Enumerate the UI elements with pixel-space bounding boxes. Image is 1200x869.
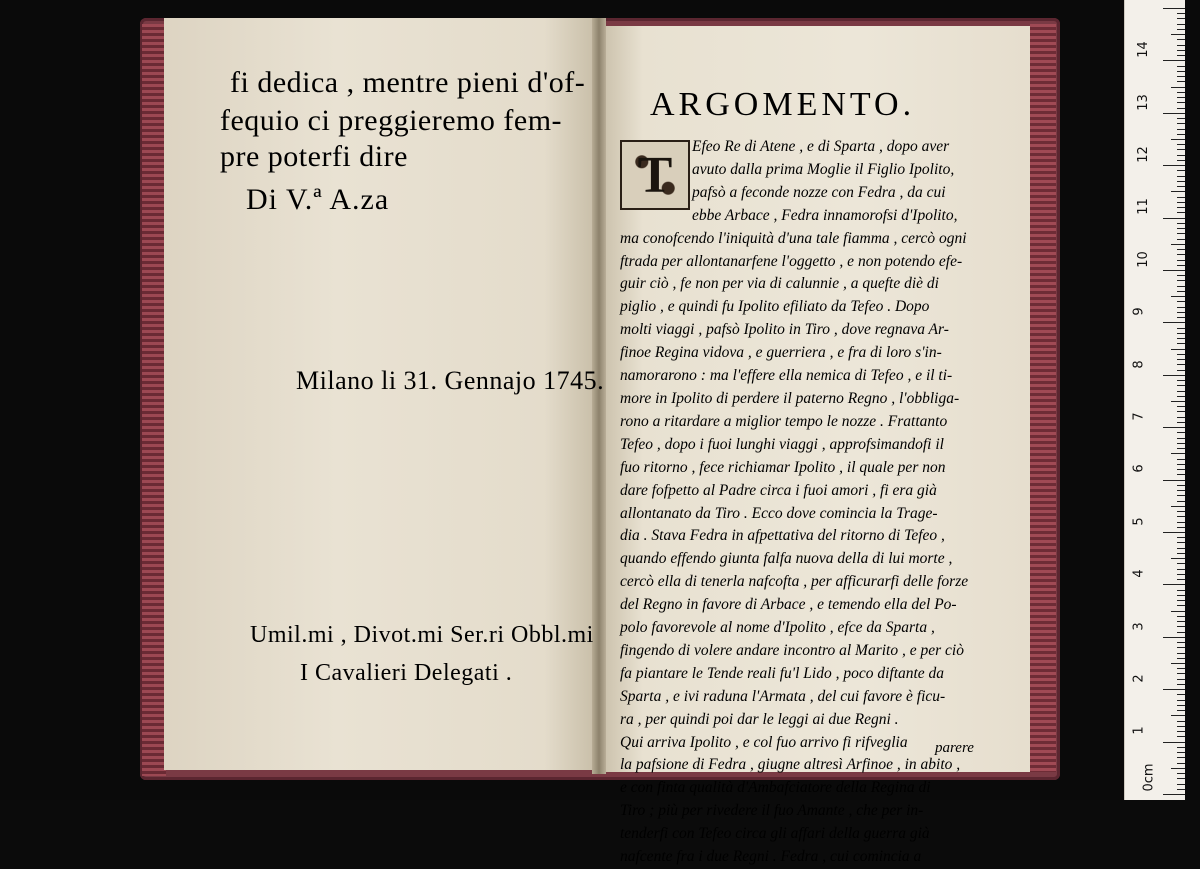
body-line: tenderfi con Tefeo circa gli affari della guerra già [620,825,930,843]
ruler-tick [1163,584,1185,585]
ruler-number: 10 [1135,251,1151,268]
ruler-tick [1177,438,1185,439]
ruler-tick [1177,354,1185,355]
ruler-tick [1177,417,1185,418]
ruler-tick [1177,102,1185,103]
ruler-tick [1171,558,1185,559]
ruler-tick [1177,186,1185,187]
ruler-tick [1177,160,1185,161]
ruler-tick [1177,71,1185,72]
ruler-tick [1177,380,1185,381]
ruler-tick [1177,45,1185,46]
ruler-tick [1177,202,1185,203]
body-line: avuto dalla prima Moglie il Figlio Ipolito, [692,160,955,178]
body-line: pafsò a feconde nozze con Fedra , da cui [692,183,946,201]
ruler-tick [1177,789,1185,790]
ruler-tick [1163,742,1185,743]
ruler-tick [1177,548,1185,549]
ruler-tick [1177,76,1185,77]
ruler-tick [1171,611,1185,612]
ruler-tick [1177,605,1185,606]
ruler-tick [1163,218,1185,219]
ruler-tick [1177,301,1185,302]
body-line: dia . Stava Fedra in afpettativa del ritorno di Tefeo , [620,527,945,545]
ruler-number: 11 [1135,198,1151,216]
ruler-number: 12 [1135,146,1151,163]
ruler-tick [1177,710,1185,711]
body-line: finoe Regina vidova , e guerriera , e fra di loro s'in- [620,344,942,362]
body-line: polo favorevole al nome d'Ipolito , efce da Sparta , [620,619,935,637]
ruler-tick [1177,511,1185,512]
ruler-tick [1177,129,1185,130]
argument-body [620,136,1008,869]
ruler-number: 7 [1131,412,1147,421]
ruler-tick [1177,432,1185,433]
left-line-1: fi dedica , mentre pieni d'of- [230,66,586,99]
ruler-number: 2 [1131,674,1147,683]
ruler-tick [1177,448,1185,449]
ruler-tick [1177,522,1185,523]
ruler-tick [1177,621,1185,622]
body-line: Efeo Re di Atene , e di Sparta , dopo aver [692,138,950,155]
body-line: fuo ritorno , fece richiamar Ipolito , il quale per non [620,458,946,476]
ruler-tick [1177,39,1185,40]
ruler-tick [1163,794,1185,795]
ruler-tick [1163,322,1185,323]
ruler-tick [1177,490,1185,491]
ruler-number: 9 [1131,307,1147,316]
ruler-tick [1177,443,1185,444]
ruler-tick [1163,113,1185,114]
body-line: ftrada per allontanarfene l'oggetto , e non potendo efe- [620,252,963,270]
ruler-tick [1177,679,1185,680]
ruler-tick [1177,170,1185,171]
ruler-tick [1177,705,1185,706]
ruler-tick [1177,328,1185,329]
body-line: la pafsione di Fedra , giugne altresì Arfinoe , in abito , [620,756,961,774]
ruler-tick [1163,689,1185,690]
dedication-date: Milano li 31. Gennajo 1745. [296,366,605,395]
ruler-tick [1177,595,1185,596]
ruler-tick [1177,55,1185,56]
catchword: parere [935,740,974,756]
ruler-tick [1177,149,1185,150]
ruler-tick [1163,480,1185,481]
ruler-tick [1177,474,1185,475]
ruler-tick [1177,673,1185,674]
ruler-tick [1177,307,1185,308]
ruler-tick [1177,197,1185,198]
body-line: Tefeo , dopo i fuoi lunghi viaggi , approfsimandofi il [620,435,944,453]
ruler-tick [1171,715,1185,716]
ruler-tick [1163,165,1185,166]
body-line: ebbe Arbace , Fedra innamorofsi d'Ipolito, [692,206,958,224]
body-line: e con finta qualità d'Ambafciatore della Regina di [620,779,931,797]
ruler-tick [1177,364,1185,365]
ruler-tick [1177,642,1185,643]
ruler-tick [1177,778,1185,779]
ruler-tick [1177,495,1185,496]
ruler-tick [1171,34,1185,35]
ruler-tick [1177,700,1185,701]
ruler-tick [1177,516,1185,517]
ruler-number: 14 [1135,41,1151,58]
ruler-tick [1171,87,1185,88]
ruler-tick [1177,233,1185,234]
ruler-tick [1177,223,1185,224]
dedication-closing: Di V.ª A.za [246,183,390,216]
ruler-tick [1177,752,1185,753]
body-line: cercò ella di tenerla nafcofta , per afficurarfi delle forze [620,573,969,591]
body-line: rono a ritardare a miglior tempo le nozze . Frattanto [620,412,948,430]
ruler-tick [1171,244,1185,245]
body-line: guir ciò , fe non per via di calunnie , a quefte diè di [620,275,939,293]
ruler-tick [1163,532,1185,533]
body-line: molti viaggi , pafsò Ipolito in Tiro , dove regnava Ar- [620,321,949,339]
ruler-tick [1171,768,1185,769]
ruler-unit-label: 0cm [1141,763,1157,792]
ruler-tick [1177,684,1185,685]
ruler-tick [1177,736,1185,737]
ruler-tick [1177,239,1185,240]
ruler-tick [1177,396,1185,397]
ruler-tick [1177,207,1185,208]
ruler-tick [1171,453,1185,454]
ruler-tick [1177,280,1185,281]
body-line: more in Ipolito di perdere il paterno Regno , l'obbliga- [620,389,960,407]
ruler-tick [1177,385,1185,386]
ruler-tick [1171,401,1185,402]
ruler-tick [1177,265,1185,266]
ruler-tick [1177,343,1185,344]
ruler-tick [1177,726,1185,727]
body-line: nafcente fra i due Regni . Fedra , cui comincia a [620,848,922,866]
page-heading: ARGOMENTO. [650,86,916,123]
ruler-tick [1177,721,1185,722]
ruler-number: 5 [1131,517,1147,526]
ruler-tick [1177,632,1185,633]
ruler-tick [1177,542,1185,543]
ruler-tick [1177,97,1185,98]
ruler-tick [1177,260,1185,261]
ruler-tick [1177,50,1185,51]
ruler-number: 4 [1131,569,1147,578]
ruler-number: 6 [1131,464,1147,474]
ruler-tick [1177,291,1185,292]
ruler-tick [1177,747,1185,748]
ruler-tick [1177,459,1185,460]
ruler-tick [1177,13,1185,14]
ruler-tick [1177,784,1185,785]
ruler-tick [1171,296,1185,297]
left-line-3: pre poterfi dire [220,140,408,173]
ruler-tick [1177,359,1185,360]
ruler-tick [1177,553,1185,554]
ruler-tick [1177,254,1185,255]
body-line: namorarono : ma l'effere ella nemica di Tefeo , e il ti- [620,367,953,385]
ruler-tick [1177,155,1185,156]
ruler-tick [1177,134,1185,135]
ruler-tick [1177,312,1185,313]
ruler-tick [1177,18,1185,19]
body-line: quando effendo giunta falfa nuova della di lui morte , [620,550,953,568]
ruler-tick [1177,527,1185,528]
body-line: del Regno in favore di Arbace , e temendo ella del Po- [620,596,957,614]
ruler-tick [1177,569,1185,570]
ruler-tick [1177,24,1185,25]
ruler-tick [1171,139,1185,140]
ruler-tick [1163,8,1185,9]
ruler-tick [1177,317,1185,318]
ruler-tick [1177,563,1185,564]
body-line: Sparta , e ivi raduna l'Armata , del cui favore è ficu- [620,687,946,705]
body-line: allontanato da Tiro . Ecco dove comincia la Trage- [620,504,938,522]
body-line: ma conofcendo l'iniquità d'una tale fiamma , cercò ogni [620,229,967,247]
body-line: Qui arriva Ipolito , e col fuo arrivo fi rifveglia [620,733,908,751]
scale-ruler [1124,0,1185,800]
ruler-tick [1177,333,1185,334]
ruler-tick [1171,506,1185,507]
ruler-tick [1177,574,1185,575]
ruler-tick [1177,66,1185,67]
ruler-tick [1177,406,1185,407]
ruler-tick [1177,653,1185,654]
ruler-tick [1177,537,1185,538]
ruler-tick [1177,275,1185,276]
ruler-tick [1177,590,1185,591]
ruler-tick [1177,668,1185,669]
ruler-tick [1163,427,1185,428]
ruler-tick [1177,108,1185,109]
ruler-tick [1177,763,1185,764]
body-line: piglio , e quindi fu Ipolito efiliato da Tefeo . Dopo [620,298,930,316]
signature-line-1: Umil.mi , Divot.mi Ser.ri Obbl.mi [250,622,594,648]
body-line: ra , per quindi poi dar le leggi ai due Regni . [620,710,899,728]
ruler-tick [1177,411,1185,412]
ruler-number: 8 [1131,359,1147,369]
ruler-tick [1177,212,1185,213]
left-line-2: fequio ci preggieremo fem- [220,104,563,137]
body-line: dare fofpetto al Padre circa i fuoi amori , fi era già [620,481,937,499]
ruler-tick [1163,637,1185,638]
signature-line-2: I Cavalieri Delegati . [300,660,513,686]
cover-edge-left [142,24,166,776]
ruler-number: 13 [1135,93,1151,111]
body-line: fa piantare le Tende reali fu'l Lido , poco diftante da [620,664,945,682]
ruler-tick [1177,731,1185,732]
ruler-tick [1177,626,1185,627]
ruler-tick [1177,338,1185,339]
ruler-tick [1163,375,1185,376]
ruler-tick [1177,469,1185,470]
decorated-initial: T [620,140,690,210]
ruler-tick [1177,391,1185,392]
ruler-tick [1177,757,1185,758]
ruler-tick [1177,123,1185,124]
ruler-tick [1177,694,1185,695]
ruler-tick [1177,81,1185,82]
ruler-tick [1171,663,1185,664]
body-line: fingendo di volere andare incontro al Marito , e per ciò [620,641,964,659]
ruler-tick [1177,29,1185,30]
ruler-tick [1177,616,1185,617]
ruler-tick [1177,501,1185,502]
cover-edge-right [1030,24,1056,772]
ruler-tick [1177,485,1185,486]
ruler-tick [1177,600,1185,601]
body-line: Tiro ; più per rivedere il fuo Amante , che per in- [620,802,924,820]
ruler-tick [1177,370,1185,371]
ruler-tick [1177,144,1185,145]
ruler-tick [1177,118,1185,119]
ruler-tick [1177,773,1185,774]
ruler-tick [1177,579,1185,580]
ruler-tick [1163,270,1185,271]
ruler-tick [1171,191,1185,192]
ruler-tick [1177,286,1185,287]
ruler-tick [1177,647,1185,648]
ruler-tick [1177,249,1185,250]
ruler-tick [1177,464,1185,465]
ruler-tick [1177,658,1185,659]
ruler-tick [1177,422,1185,423]
ruler-tick [1177,228,1185,229]
ruler-tick [1177,176,1185,177]
ruler-tick [1163,60,1185,61]
ruler-tick [1177,92,1185,93]
ruler-number: 1 [1131,726,1147,736]
ruler-number: 3 [1131,621,1147,631]
ruler-tick [1177,181,1185,182]
ruler-tick [1171,349,1185,350]
